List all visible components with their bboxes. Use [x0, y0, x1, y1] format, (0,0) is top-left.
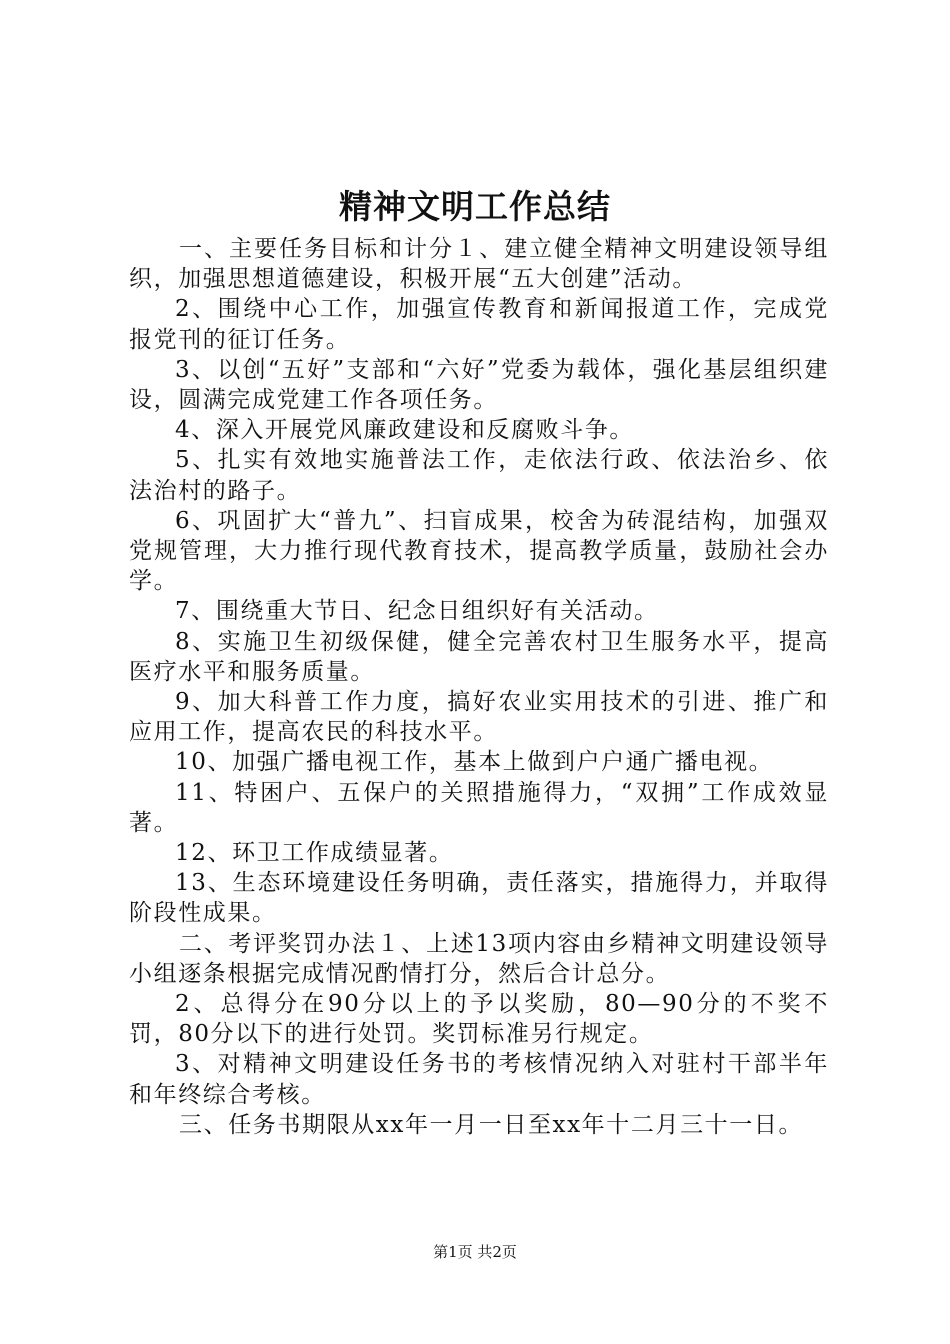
page-footer: 第1页 共2页	[433, 1243, 517, 1261]
paragraph-16: 3、对精神文明建设任务书的考核情况纳入对驻村干部半年和年终综合考核。	[129, 1051, 829, 1108]
paragraph-1: 一、主要任务目标和计分１、建立健全精神文明建设领导组织，加强思想道德建设，积极开展“五大创建”活动。	[129, 236, 829, 293]
paragraph-4: 4、深入开展党风廉政建设和反腐败斗争。	[175, 417, 635, 444]
paragraph-11: 11、特困户、五保户的关照措施得力，“双拥”工作成效显著。	[129, 779, 829, 836]
paragraph-10: 10、加强广播电视工作，基本上做到户户通广播电视。	[175, 749, 774, 776]
paragraph-12: 12、环卫工作成绩显著。	[175, 840, 454, 867]
paragraph-3: 3、以创“五好”支部和“六好”党委为载体，强化基层组织建设，圆满完成党建工作各项任务。	[129, 356, 829, 414]
paragraph-8: 8、实施卫生初级保健，健全完善农村卫生服务水平，提高医疗水平和服务质量。	[129, 628, 829, 685]
paragraph-17: 三、任务书期限从xx年一月一日至xx年十二月三十一日。	[179, 1111, 804, 1138]
paragraph-6: 6、巩固扩大“普九”、扫盲成果，校舍为砖混结构，加强双党规管理，大力推行现代教育技术，提高教学质量，鼓励社会办学。	[129, 507, 829, 595]
paragraph-9: 9、加大科普工作力度，搞好农业实用技术的引进、推广和应用工作，提高农民的科技水平。	[129, 689, 829, 746]
paragraph-5: 5、扎实有效地实施普法工作，走依法行政、依法治乡、依法治村的路子。	[129, 447, 829, 504]
paragraph-7: 7、围绕重大节日、纪念日组织好有关活动。	[175, 598, 659, 625]
paragraph-2: 2、围绕中心工作，加强宣传教育和新闻报道工作，完成党报党刊的征订任务。	[129, 296, 829, 353]
paragraph-15: 2、总得分在90分以上的予以奖励，80—90分的不奖不罚，80分以下的进行处罚。奖罚标准另行规定。	[129, 991, 829, 1048]
paragraph-14: 二、考评奖罚办法１、上述13项内容由乡精神文明建设领导小组逐条根据完成情况酌情打分，然后合计总分。	[129, 930, 829, 987]
document-title: 精神文明工作总结	[339, 187, 611, 226]
paragraph-13: 13、生态环境建设任务明确，责任落实，措施得力，并取得阶段性成果。	[129, 870, 829, 927]
document-body	[129, 234, 829, 1140]
